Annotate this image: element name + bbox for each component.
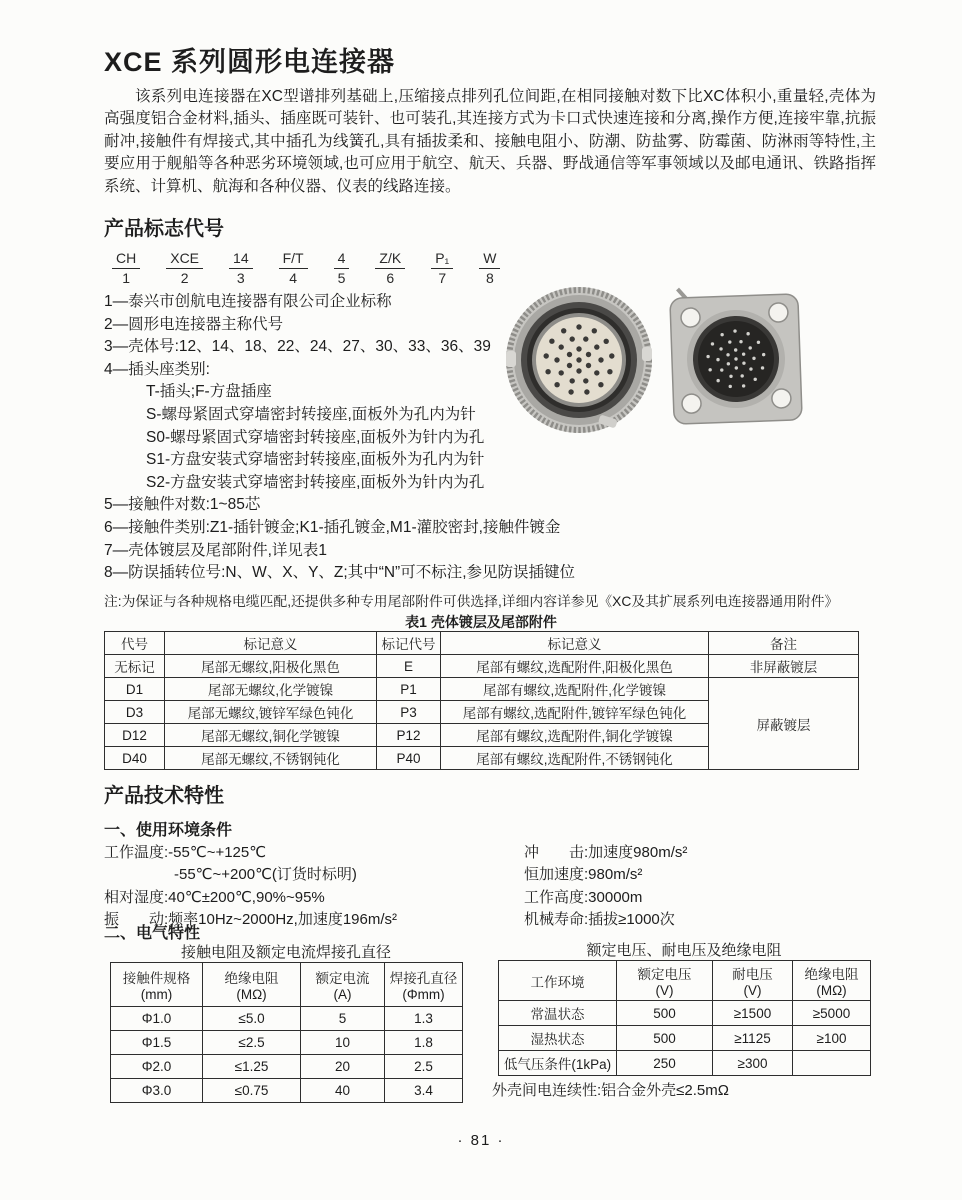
table-row (111, 1055, 463, 1079)
list-item: 3—壳体号:12、14、18、22、24、27、30、33、36、39 (104, 338, 491, 356)
list-item: 7—壳体镀层及尾部附件,详见表1 (104, 541, 328, 559)
ct-cell: 20 (301, 1055, 385, 1079)
vt-header-cell: 工作环境 (499, 961, 617, 1001)
code-part-7: P₁ 7 (431, 250, 453, 287)
table-row (111, 1079, 463, 1103)
list-item: 5—接触件对数:1~85芯 (104, 496, 261, 514)
t1-cell: 尾部有螺纹,选配附件,镀锌军绿色钝化 (441, 701, 709, 724)
t1-cell: D12 (105, 724, 165, 747)
t1-cell: 尾部有螺纹,选配附件,阳极化黑色 (441, 655, 709, 678)
code-part-5: 4 5 (334, 250, 350, 287)
env-line: 工作高度:30000m (524, 888, 643, 906)
code-part-3: 14 3 (229, 250, 253, 287)
t1-cell: 尾部有螺纹,选配附件,不锈钢钝化 (441, 747, 709, 770)
list-item: 8—防误插转位号:N、W、X、Y、Z;其中“N”可不标注,参见防误插键位 (104, 564, 576, 582)
square-flange-receptacle-photo (662, 283, 810, 435)
env-conditions-right-column (524, 842, 687, 932)
vt-cell: ≥1500 (713, 1001, 793, 1026)
t1-cell: 尾部无螺纹,化学镀镍 (165, 678, 377, 701)
vt-cell: 低气压条件(1kPa) (499, 1051, 617, 1076)
shell-continuity-note: 外壳间电连续性:铝合金外壳≤2.5mΩ (492, 1082, 729, 1099)
env-line: 恒加速度:980m/s² (524, 866, 643, 884)
ct-header-cell: 绝缘电阻 (MΩ) (203, 963, 301, 1007)
list-item: 2—圆形电连接器主称代号 (104, 315, 284, 333)
list-subitem: T-插头;F-方盘插座 (146, 383, 272, 401)
t1-cell: D3 (105, 701, 165, 724)
t1-header-cell: 备注 (709, 632, 859, 655)
circular-plug-photo (503, 285, 655, 435)
ct-cell: 10 (301, 1031, 385, 1055)
table1-header-row (105, 632, 859, 655)
section-heading-marking-code: 产品标志代号 (104, 218, 224, 240)
list-item: 4—插头座类别: (104, 360, 210, 378)
code-part-8: W 8 (479, 250, 500, 287)
list-subitem: S1-方盘安装式穿墙密封转接座,面板外为孔内为针 (146, 451, 485, 469)
t1-remark-cell: 非屏蔽镀层 (709, 655, 859, 678)
table-row (499, 1051, 871, 1076)
ct-cell: 1.8 (385, 1031, 463, 1055)
code-part-2: XCE 2 (166, 250, 203, 287)
ct-cell: 2.5 (385, 1055, 463, 1079)
table1-shell-plating (104, 631, 859, 770)
page-number: · 81 · (457, 1132, 505, 1149)
list-subitem: S0-螺母紧固式穿墙密封转接座,面板外为针内为孔 (146, 428, 485, 446)
code-part-4: F/T 4 (279, 250, 308, 287)
t1-cell: 尾部有螺纹,选配附件,铜化学镀镍 (441, 724, 709, 747)
t1-cell: 尾部无螺纹,镀锌军绿色钝化 (165, 701, 377, 724)
code-part-6: Z/K 6 (375, 250, 405, 287)
table-row (111, 1007, 463, 1031)
vt-header-cell: 绝缘电阻 (MΩ) (793, 961, 871, 1001)
vt-cell: ≥300 (713, 1051, 793, 1076)
list-item: 6—接触件类别:Z1-插针镀金;K1-插孔镀金,M1-灌胶密封,接触件镀金 (104, 518, 561, 536)
ct-header-cell: 额定电流 (A) (301, 963, 385, 1007)
vt-header-cell: 耐电压 (V) (713, 961, 793, 1001)
table1-caption: 表1 壳体镀层及尾部附件 (405, 614, 557, 630)
t1-cell: P12 (377, 724, 441, 747)
ct-cell: ≤2.5 (203, 1031, 301, 1055)
intro-paragraph: 该系列电连接器在XC型谱排列基础上,压缩接点排列孔位间距,在相同接触对数下比XC体积小,重量轻,壳体为高强度铝合金材料,插头、插座既可装针、也可装孔,其连接方式为卡口式快速连接和分离,操作方便,连接牢靠,抗振耐冲,接触件有焊接式,其中插孔为线簧孔,具有插拔柔和、接触电阻小、防潮、防盐雾、防霉菌、防淋雨等特性,主要应用于舰船等各种恶劣环境领域,也可应用于航空、航天、兵器、野战通信等军事领域以及邮电通讯、铁路指挥系统、计算机、航海和各种仪器、仪表的线路连接。 (104, 88, 876, 195)
t1-cell: 尾部无螺纹,不锈钢钝化 (165, 747, 377, 770)
ct-cell: 5 (301, 1007, 385, 1031)
page-title: XCE 系列圆形电连接器 (104, 47, 396, 77)
t1-cell: 尾部无螺纹,阳极化黑色 (165, 655, 377, 678)
ct-cell: ≤1.25 (203, 1055, 301, 1079)
env-line: -55℃~+200℃(订货时标明) (174, 866, 357, 884)
vt-cell: 湿热状态 (499, 1026, 617, 1051)
ct-header-cell: 接触件规格 (mm) (111, 963, 203, 1007)
voltage-table-header-row (499, 961, 871, 1001)
t1-header-cell: 标记意义 (441, 632, 709, 655)
table-row (499, 1026, 871, 1051)
env-line: 冲 击:加速度980m/s² (524, 844, 688, 861)
ct-cell: Φ3.0 (111, 1079, 203, 1103)
voltage-insulation-table (498, 960, 871, 1076)
list-subitem: S-螺母紧固式穿墙密封转接座,面板外为孔内为针 (146, 405, 476, 423)
ct-cell: Φ2.0 (111, 1055, 203, 1079)
t1-remark-cell: 屏蔽镀层 (709, 678, 859, 770)
contact-table-title: 接触电阻及额定电流焊接孔直径 (180, 944, 391, 961)
vt-cell: 250 (617, 1051, 713, 1076)
marking-code-row (112, 250, 500, 287)
table-row (105, 678, 859, 701)
t1-cell: D1 (105, 678, 165, 701)
table-row (499, 1001, 871, 1026)
ct-cell: 1.3 (385, 1007, 463, 1031)
vt-cell: ≥1125 (713, 1026, 793, 1051)
ct-cell: 3.4 (385, 1079, 463, 1103)
env-line: 振 动:频率10Hz~2000Hz,加速度196m/s² (104, 911, 397, 929)
env-conditions-left-column (104, 842, 397, 932)
vt-cell: 500 (617, 1001, 713, 1026)
vt-cell: 500 (617, 1026, 713, 1051)
table-row (105, 655, 859, 678)
env-line: 机械寿命:插拔≥1000次 (524, 911, 675, 929)
marking-note: 注:为保证与各种规格电缆匹配,还提供多种专用尾部附件可供选择,详细内容详参见《XC及其扩展系列电连接器通用附件》 (104, 594, 839, 609)
section-heading-tech-characteristics: 产品技术特性 (104, 785, 224, 807)
voltage-table-title: 额定电压、耐电压及绝缘电阻 (586, 942, 782, 959)
vt-cell: ≥5000 (793, 1001, 871, 1026)
t1-cell: 无标记 (105, 655, 165, 678)
vt-cell: ≥100 (793, 1026, 871, 1051)
table-row (111, 1031, 463, 1055)
contact-resistance-table (110, 962, 463, 1103)
t1-cell: E (377, 655, 441, 678)
t1-cell: P3 (377, 701, 441, 724)
t1-header-cell: 代号 (105, 632, 165, 655)
t1-cell: D40 (105, 747, 165, 770)
contact-table-header-row (111, 963, 463, 1007)
vt-cell (793, 1051, 871, 1076)
code-part-1: CH 1 (112, 250, 140, 287)
t1-cell: P1 (377, 678, 441, 701)
ct-header-cell: 焊接孔直径 (Φmm) (385, 963, 463, 1007)
ct-cell: 40 (301, 1079, 385, 1103)
list-subitem: S2-方盘安装式穿墙密封转接座,面板外为针内为孔 (146, 473, 485, 491)
ct-cell: ≤0.75 (203, 1079, 301, 1103)
ct-cell: Φ1.5 (111, 1031, 203, 1055)
env-line: 工作温度:-55℃~+125℃ (104, 844, 267, 861)
ct-cell: ≤5.0 (203, 1007, 301, 1031)
ct-cell: Φ1.0 (111, 1007, 203, 1031)
t1-cell: 尾部无螺纹,铜化学镀镍 (165, 724, 377, 747)
vt-header-cell: 额定电压 (V) (617, 961, 713, 1001)
t1-header-cell: 标记代号 (377, 632, 441, 655)
t1-header-cell: 标记意义 (165, 632, 377, 655)
subsection-heading-environment: 一、使用环境条件 (104, 822, 233, 839)
t1-cell: 尾部有螺纹,选配附件,化学镀镍 (441, 678, 709, 701)
env-line: 相对湿度:40℃±200℃,90%~95% (104, 888, 325, 906)
t1-cell: P40 (377, 747, 441, 770)
vt-cell: 常温状态 (499, 1001, 617, 1026)
subsection-heading-electrical: 二、电气特性 (104, 925, 201, 942)
list-item: 1—泰兴市创航电连接器有限公司企业标称 (104, 293, 392, 310)
